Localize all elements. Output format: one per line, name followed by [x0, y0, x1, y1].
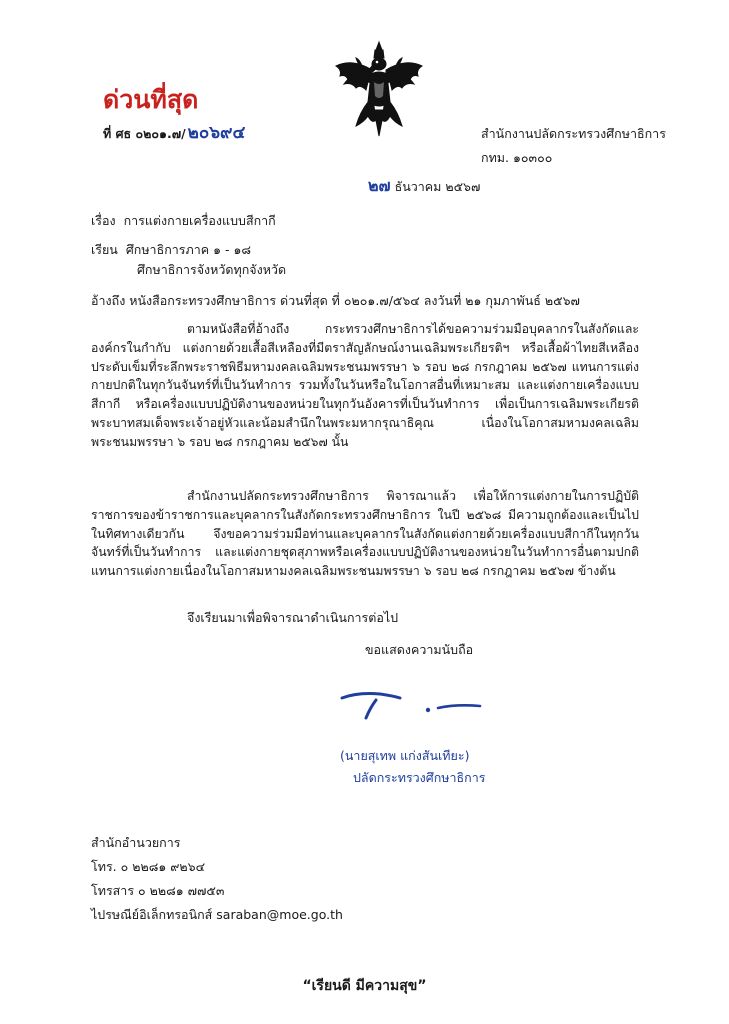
document-number — [103, 119, 245, 146]
office-name: สำนักงานปลัดกระทรวงศึกษาธิการ — [481, 126, 666, 141]
contact-email: ไปรษณีย์อิเล็กทรอนิกส์ saraban@moe.go.th — [91, 907, 343, 922]
signer-title: ปลัดกระทรวงศึกษาธิการ — [353, 770, 486, 785]
signature-mark — [336, 686, 486, 726]
document-number-prefix: ที่ ศธ ๐๒๐๑.๗/ — [103, 126, 186, 141]
subject-text: การแต่งกายเครื่องแบบสีกากี — [123, 213, 276, 228]
garuda-emblem-icon — [330, 40, 428, 140]
body-paragraph-2: สำนักงานปลัดกระทรวงศึกษาธิการ พิจารณาแล้ว เพื่อให้การแต่งกายในการปฏิบัติราชการของข้าราชการและบุคลากรในสังกัดกระทรวงศึกษาธิการ ในปี ๒๕๖๘ มีความถูกต้องและเป็นไปในทิศทางเดียวกัน จึงขอความร่วมมือท่านและบุคลากรในสังกัดแต่งกายด้วยเครื่องแบบสีกากีในทุกวันจันทร์ที่เป็นวันทำการ และแต่งกายชุดสุภาพหรือเครื่องแบบปฏิบัติงานของหน่วยในวันทำการอื่นตามปกติ แทนการแต่งกายเนื่องในโอกาสมหามงคลเฉลิมพระชนมพรรษา ๖ รอบ ๒๘ กรกฎาคม ๒๕๖๗ ข้างต้น — [91, 489, 639, 579]
document-number-handwritten: ๒๐๖๙๔ — [187, 123, 246, 143]
body-paragraph-3: จึงเรียนมาเพื่อพิจารณาดำเนินการต่อไป — [187, 610, 399, 625]
date-day-handwritten: ๒๗ — [368, 176, 391, 195]
subject-line — [91, 211, 276, 231]
document-date — [368, 174, 480, 199]
urgency-stamp: ด่วนที่สุด — [103, 85, 199, 114]
date-month-year: ธันวาคม ๒๕๖๗ — [394, 179, 481, 194]
recipient-line-2: ศึกษาธิการจังหวัดทุกจังหวัด — [137, 262, 287, 277]
reference-line: อ้างถึง หนังสือกระทรวงศึกษาธิการ ด่วนที่สุด ที่ ๐๒๐๑.๗/๕๖๔ ลงวันที่ ๒๑ กุมภาพันธ์ ๒๕๖๗ — [91, 293, 580, 308]
signer-name: (นายสุเทพ แก่งสันเทียะ) — [340, 748, 470, 763]
office-address: กทม. ๑๐๓๐๐ — [481, 150, 553, 165]
subject-label: เรื่อง — [91, 213, 116, 228]
contact-fax: โทรสาร ๐ ๒๒๘๑ ๗๗๕๓ — [91, 883, 225, 898]
contact-unit: สำนักอำนวยการ — [91, 835, 181, 850]
body-paragraph-1: ตามหนังสือที่อ้างถึง กระทรวงศึกษาธิการได้ขอความร่วมมือบุคลากรในสังกัดและองค์กรในกำกับ แต่งกายด้วยเสื้อสีเหลืองที่มีตราสัญลักษณ์งานเฉลิมพระเกียรติฯ หรือเสื้อผ้าไทยสีเหลือง ประดับเข็มที่ระลึกพระราชพิธีมหามงคลเฉลิมพระชนมพรรษา ๖ รอบ ๒๘ กรกฎาคม ๒๕๖๗ แทนการแต่งกายปกติในทุกวันจันทร์ที่เป็นวันทำการ รวมทั้งในวันหรือในโอกาสอื่นที่เหมาะสม และแต่งกายเครื่องแบบสีกากี หรือเครื่องแบบปฏิบัติงานของหน่วยในทุกวันอังคารที่เป็นวันทำการ เพื่อเป็นการเฉลิมพระเกียรติพระบาทสมเด็จพระเจ้าอยู่หัวและน้อมสำนึกในพระมหากรุณาธิคุณ เนื่องในโอกาสมหามงคลเฉลิมพระชนมพรรษา ๖ รอบ ๒๘ กรกฎาคม ๒๕๖๗ นั้น — [91, 322, 639, 449]
footer-motto: “เรียนดี มีความสุข” — [302, 978, 427, 994]
recipient-label: เรียน — [91, 242, 118, 257]
closing-regards: ขอแสดงความนับถือ — [365, 642, 474, 657]
contact-phone: โทร. ๐ ๒๒๘๑ ๙๒๖๔ — [91, 859, 206, 874]
recipient-line-1: ศึกษาธิการภาค ๑ - ๑๘ — [125, 242, 252, 257]
recipient-line — [91, 240, 251, 260]
